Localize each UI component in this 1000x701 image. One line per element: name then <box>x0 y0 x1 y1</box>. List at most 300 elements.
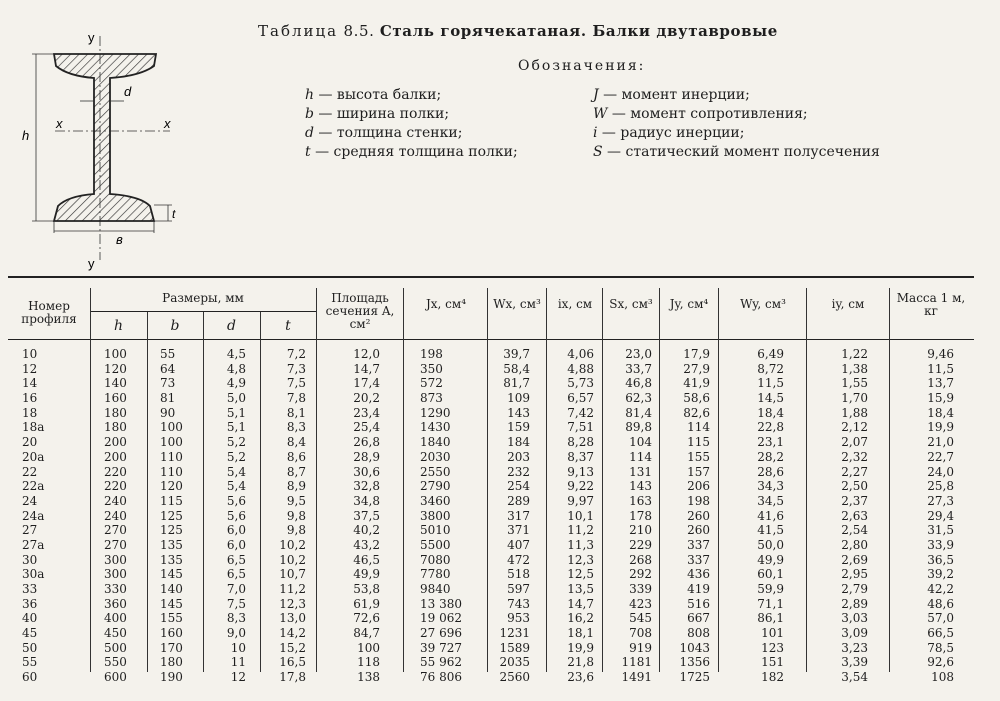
table-cell: 9,97 <box>567 493 594 508</box>
table-cell: 41,9 <box>683 376 710 391</box>
table-cell: 40,2 <box>353 523 380 538</box>
table-cell: 500 <box>104 640 127 655</box>
table-cell: 2,80 <box>841 537 868 552</box>
table-cell: 12 <box>230 670 246 685</box>
table-cell: 28,2 <box>757 449 784 464</box>
table-cell: 37,5 <box>353 508 380 523</box>
table-title-text: Сталь горячекатаная. Балки двутавровые <box>379 22 778 40</box>
col-sep <box>659 288 660 672</box>
table-cell: 190 <box>160 670 183 685</box>
col-d <box>210 347 246 685</box>
table-cell: 743 <box>507 596 530 611</box>
table-cell: 4,88 <box>567 361 594 376</box>
table-cell: 20 <box>22 435 38 450</box>
header-wy: Wy, см³ <box>740 297 786 311</box>
table-cell: 472 <box>507 552 530 567</box>
table-cell: 92,6 <box>927 655 954 670</box>
table-cell: 229 <box>629 537 652 552</box>
table-cell: 57,0 <box>927 611 954 626</box>
col-sep <box>260 312 261 672</box>
table-cell: 11,5 <box>757 376 784 391</box>
table-cell: 210 <box>629 523 652 538</box>
table-cell: 11,3 <box>567 537 594 552</box>
table-cell: 5,4 <box>226 479 246 494</box>
table-cell: 1589 <box>499 640 530 655</box>
table-cell: 180 <box>104 420 127 435</box>
table-cell: 4,06 <box>567 347 594 361</box>
table-cell: 2035 <box>499 655 530 670</box>
table-cell: 2,79 <box>841 582 868 596</box>
table-cell: 300 <box>104 567 127 582</box>
table-cell: 50 <box>22 640 38 655</box>
col-sep <box>889 288 890 672</box>
table-cell: 24 <box>22 493 38 508</box>
legend-item: S — статический момент полусечения <box>593 144 880 160</box>
col-sep <box>203 312 204 672</box>
table-cell: 260 <box>687 523 710 538</box>
table-cell: 19,9 <box>927 420 954 435</box>
table-cell: 600 <box>104 670 127 685</box>
table-cell: 5,4 <box>226 464 246 479</box>
table-cell: 84,7 <box>353 626 380 641</box>
table-cell: 6,0 <box>226 523 246 538</box>
table-cell: 407 <box>507 537 530 552</box>
table-cell: 145 <box>160 596 183 611</box>
table-cell: 160 <box>104 391 127 406</box>
header-t: t <box>285 318 291 334</box>
table-cell: 4,9 <box>226 376 246 391</box>
legend-item: t — средняя толщина полки; <box>305 144 518 160</box>
table-cell: 1,70 <box>841 391 868 406</box>
legend-item: J — момент инерции; <box>593 87 750 103</box>
table-cell: 100 <box>104 347 127 361</box>
table-cell: 572 <box>420 376 443 391</box>
table-cell: 21,8 <box>567 655 594 670</box>
table-cell: 8,7 <box>286 464 306 479</box>
table-cell: 240 <box>104 493 127 508</box>
table-cell: 8,3 <box>226 611 246 626</box>
table-cell: 23,6 <box>567 670 594 685</box>
table-cell: 3460 <box>420 493 451 508</box>
col-sep <box>403 288 404 672</box>
table-cell: 33 <box>22 582 38 596</box>
table-cell: 7,5 <box>226 596 246 611</box>
table-cell: 11,2 <box>279 582 306 596</box>
legend-item: h — высота балки; <box>305 87 442 103</box>
header-mass: Масса 1 м, кг <box>896 291 966 318</box>
table-cell: 9,8 <box>286 523 306 538</box>
table-cell: 14,2 <box>279 626 306 641</box>
dim-d-label: d <box>124 84 132 99</box>
table-cell: 2,37 <box>841 493 868 508</box>
table-cell: 18 <box>22 405 38 420</box>
table-cell: 808 <box>687 626 710 641</box>
table-cell: 1356 <box>679 655 710 670</box>
header-wx: Wx, см³ <box>493 297 541 311</box>
table-cell: 33,7 <box>625 361 652 376</box>
table-cell: 34,3 <box>757 479 784 494</box>
col-mass <box>900 347 954 685</box>
table-cell: 2,89 <box>841 596 868 611</box>
table-cell: 260 <box>687 508 710 523</box>
table-cell: 13,5 <box>567 582 594 596</box>
table-cell: 22,8 <box>757 420 784 435</box>
table-cell: 61,9 <box>353 596 380 611</box>
legend-item: W — момент сопротивления; <box>593 106 808 122</box>
col-h <box>104 347 127 685</box>
table-cell: 2,27 <box>841 464 868 479</box>
table-cell: 337 <box>687 537 710 552</box>
table-cell: 450 <box>104 626 127 641</box>
i-beam-section <box>54 54 156 221</box>
table-cell: 7780 <box>420 567 451 582</box>
table-cell: 240 <box>104 508 127 523</box>
table-cell: 198 <box>420 347 443 361</box>
table-cell: 143 <box>507 405 530 420</box>
table-cell: 43,2 <box>353 537 380 552</box>
table-cell: 27 <box>22 523 38 538</box>
col-wy <box>730 347 784 685</box>
table-cell: 10,2 <box>279 552 306 567</box>
table-cell: 48,6 <box>927 596 954 611</box>
table-cell: 2,69 <box>841 552 868 567</box>
table-cell: 135 <box>160 552 183 567</box>
table-cell: 4,8 <box>226 361 246 376</box>
table-cell: 29,4 <box>927 508 954 523</box>
table-cell: 206 <box>687 479 710 494</box>
table-cell: 81,4 <box>625 405 652 420</box>
table-cell: 254 <box>507 479 530 494</box>
table-cell: 114 <box>629 449 652 464</box>
dim-b-label: в <box>116 232 123 247</box>
table-cell: 7,3 <box>286 361 306 376</box>
table-cell: 27а <box>22 537 45 552</box>
table-cell: 118 <box>357 655 380 670</box>
table-cell: 400 <box>104 611 127 626</box>
table-cell: 200 <box>104 449 127 464</box>
table-cell: 337 <box>687 552 710 567</box>
table-cell: 8,4 <box>286 435 306 450</box>
table-cell: 1290 <box>420 405 451 420</box>
table-cell: 71,1 <box>757 596 784 611</box>
table-cell: 11,5 <box>927 361 954 376</box>
table-cell: 9,13 <box>567 464 594 479</box>
table-cell: 39,2 <box>927 567 954 582</box>
col-sep <box>147 312 148 672</box>
table-cell: 10,2 <box>279 537 306 552</box>
table-cell: 8,37 <box>567 449 594 464</box>
table-cell: 268 <box>629 552 652 567</box>
table-cell: 198 <box>687 493 710 508</box>
table-cell: 17,4 <box>353 376 380 391</box>
col-jx <box>420 347 462 685</box>
table-cell: 28,6 <box>757 464 784 479</box>
table-cell: 289 <box>507 493 530 508</box>
table-cell: 7,5 <box>286 376 306 391</box>
table-cell: 2,50 <box>841 479 868 494</box>
table-cell: 5,73 <box>567 376 594 391</box>
table-cell: 919 <box>629 640 652 655</box>
table-cell: 101 <box>761 626 784 641</box>
table-cell: 33,9 <box>927 537 954 552</box>
table-cell: 270 <box>104 537 127 552</box>
table-cell: 24,0 <box>927 464 954 479</box>
table-cell: 39 727 <box>420 640 462 655</box>
table-cell: 180 <box>104 405 127 420</box>
table-cell: 545 <box>629 611 652 626</box>
axis-y-top-label: y <box>88 30 95 45</box>
table-cell: 1,22 <box>841 347 868 361</box>
table-cell: 115 <box>687 435 710 450</box>
table-cell: 5,6 <box>226 508 246 523</box>
table-cell: 31,5 <box>927 523 954 538</box>
table-cell: 120 <box>104 361 127 376</box>
table-cell: 1491 <box>621 670 652 685</box>
table-cell: 12,3 <box>567 552 594 567</box>
table-cell: 7,0 <box>226 582 246 596</box>
table-cell: 3,39 <box>841 655 868 670</box>
table-cell: 32,8 <box>353 479 380 494</box>
table-cell: 12,5 <box>567 567 594 582</box>
table-cell: 62,3 <box>625 391 652 406</box>
table-cell: 58,4 <box>503 361 530 376</box>
col-t <box>266 347 306 685</box>
table-cell: 1725 <box>679 670 710 685</box>
table-cell: 17,8 <box>279 670 306 685</box>
table-cell: 12,0 <box>353 347 380 361</box>
col-jy <box>662 347 710 685</box>
table-cell: 16,5 <box>279 655 306 670</box>
table-cell: 667 <box>687 611 710 626</box>
table-cell: 516 <box>687 596 710 611</box>
table-cell: 14,5 <box>757 391 784 406</box>
header-area: Площадь сечения A, см² <box>325 291 395 331</box>
table-cell: 13 380 <box>420 596 462 611</box>
table-cell: 26,8 <box>353 435 380 450</box>
axis-x-right-label: x <box>164 116 171 131</box>
table-cell: 5010 <box>420 523 451 538</box>
table-cell: 46,5 <box>353 552 380 567</box>
table-cell: 36 <box>22 596 38 611</box>
table-cell: 178 <box>629 508 652 523</box>
table-cell: 2030 <box>420 449 451 464</box>
table-cell: 64 <box>160 361 176 376</box>
table-cell: 270 <box>104 523 127 538</box>
table-cell: 23,0 <box>625 347 652 361</box>
table-cell: 220 <box>104 464 127 479</box>
table-cell: 2560 <box>499 670 530 685</box>
table-cell: 1840 <box>420 435 451 450</box>
table-cell: 2,12 <box>841 420 868 435</box>
table-cell: 9,22 <box>567 479 594 494</box>
dim-t-label: t <box>172 207 176 221</box>
table-cell: 18,4 <box>927 405 954 420</box>
col-sep <box>806 288 807 672</box>
col-profile <box>22 347 44 685</box>
col-sep <box>90 288 91 672</box>
table-header-rule <box>8 339 974 340</box>
table-cell: 21,0 <box>927 435 954 450</box>
table-cell: 436 <box>687 567 710 582</box>
table-cell: 19 062 <box>420 611 462 626</box>
table-cell: 50,0 <box>757 537 784 552</box>
table-cell: 7,2 <box>286 347 306 361</box>
table-cell: 40 <box>22 611 38 626</box>
table-cell: 131 <box>629 464 652 479</box>
table-cell: 14,7 <box>567 596 594 611</box>
legend-item: b — ширина полки; <box>305 106 450 122</box>
table-cell: 34,5 <box>757 493 784 508</box>
table-cell: 138 <box>357 670 380 685</box>
table-cell: 220 <box>104 479 127 494</box>
table-cell: 184 <box>507 435 530 450</box>
table-cell: 14,7 <box>353 361 380 376</box>
table-cell: 41,6 <box>757 508 784 523</box>
table-cell: 41,5 <box>757 523 784 538</box>
table-cell: 1,88 <box>841 405 868 420</box>
table-cell: 232 <box>507 464 530 479</box>
table-cell: 11,2 <box>567 523 594 538</box>
table-cell: 17,9 <box>683 347 710 361</box>
table-cell: 157 <box>687 464 710 479</box>
table-cell: 6,49 <box>757 347 784 361</box>
table-cell: 2,54 <box>841 523 868 538</box>
table-cell: 100 <box>160 420 183 435</box>
col-wx <box>490 347 530 685</box>
table-cell: 60,1 <box>757 567 784 582</box>
table-cell: 104 <box>629 435 652 450</box>
table-cell: 5,2 <box>226 449 246 464</box>
table-cell: 114 <box>687 420 710 435</box>
table-cell: 8,9 <box>286 479 306 494</box>
table-cell: 125 <box>160 508 183 523</box>
table-cell: 9,5 <box>286 493 306 508</box>
table-cell: 350 <box>420 361 443 376</box>
table-cell: 18,1 <box>567 626 594 641</box>
table-cell: 110 <box>160 464 183 479</box>
table-cell: 45 <box>22 626 38 641</box>
table-title: Таблица 8.5. Сталь горячекатаная. Балки двутавровые <box>258 22 778 40</box>
table-cell: 13,7 <box>927 376 954 391</box>
table-cell: 53,8 <box>353 582 380 596</box>
table-cell: 10,1 <box>567 508 594 523</box>
table-cell: 518 <box>507 567 530 582</box>
table-cell: 10 <box>22 347 38 361</box>
table-cell: 28,9 <box>353 449 380 464</box>
table-cell: 1,55 <box>841 376 868 391</box>
table-cell: 12,3 <box>279 596 306 611</box>
table-cell: 1430 <box>420 420 451 435</box>
axis-x-left-label: x <box>56 116 63 131</box>
col-sep <box>602 288 603 672</box>
table-cell: 873 <box>420 391 443 406</box>
table-cell: 22,7 <box>927 449 954 464</box>
table-cell: 371 <box>507 523 530 538</box>
table-cell: 140 <box>104 376 127 391</box>
table-cell: 8,28 <box>567 435 594 450</box>
col-sep <box>316 288 317 672</box>
table-cell: 24а <box>22 508 45 523</box>
table-cell: 5500 <box>420 537 451 552</box>
table-cell: 66,5 <box>927 626 954 641</box>
table-cell: 3800 <box>420 508 451 523</box>
table-cell: 25,4 <box>353 420 380 435</box>
table-cell: 5,0 <box>226 391 246 406</box>
table-cell: 143 <box>629 479 652 494</box>
table-cell: 22а <box>22 479 45 494</box>
table-cell: 34,8 <box>353 493 380 508</box>
col-sx <box>606 347 652 685</box>
col-area <box>326 347 380 685</box>
table-cell: 100 <box>160 435 183 450</box>
table-cell: 203 <box>507 449 530 464</box>
legend-right <box>593 86 880 162</box>
table-cell: 82,6 <box>683 405 710 420</box>
col-sep <box>546 288 547 672</box>
col-sep <box>487 288 488 672</box>
table-cell: 160 <box>160 626 183 641</box>
header-jx: Jx, см⁴ <box>425 297 467 311</box>
table-cell: 13,0 <box>279 611 306 626</box>
table-cell: 6,5 <box>226 567 246 582</box>
header-jy: Jy, см⁴ <box>669 297 709 311</box>
table-cell: 55 962 <box>420 655 462 670</box>
table-cell: 5,1 <box>226 405 246 420</box>
table-cell: 9,46 <box>927 347 954 361</box>
col-iy <box>820 347 868 685</box>
table-cell: 16,2 <box>567 611 594 626</box>
col-ix <box>550 347 594 685</box>
table-cell: 423 <box>629 596 652 611</box>
table-cell: 7,8 <box>286 391 306 406</box>
table-cell: 58,6 <box>683 391 710 406</box>
table-cell: 15,2 <box>279 640 306 655</box>
table-cell: 182 <box>761 670 784 685</box>
table-cell: 8,72 <box>757 361 784 376</box>
table-cell: 25,8 <box>927 479 954 494</box>
table-cell: 123 <box>761 640 784 655</box>
table-cell: 30 <box>22 552 38 567</box>
table-cell: 339 <box>629 582 652 596</box>
table-cell: 3,03 <box>841 611 868 626</box>
table-cell: 109 <box>507 391 530 406</box>
table-cell: 3,23 <box>841 640 868 655</box>
table-cell: 18а <box>22 420 45 435</box>
axis-y-bottom-label: y <box>88 256 95 271</box>
table-cell: 30а <box>22 567 45 582</box>
table-cell: 6,0 <box>226 537 246 552</box>
table-cell: 2,07 <box>841 435 868 450</box>
table-cell: 2,95 <box>841 567 868 582</box>
table-cell: 3,09 <box>841 626 868 641</box>
table-cell: 14 <box>22 376 38 391</box>
table-cell: 330 <box>104 582 127 596</box>
table-cell: 23,1 <box>757 435 784 450</box>
table-cell: 159 <box>507 420 530 435</box>
table-cell: 12 <box>22 361 38 376</box>
table-cell: 2,32 <box>841 449 868 464</box>
table-cell: 55 <box>22 655 38 670</box>
table-cell: 292 <box>629 567 652 582</box>
table-cell: 2790 <box>420 479 451 494</box>
table-cell: 135 <box>160 537 183 552</box>
table-cell: 1,38 <box>841 361 868 376</box>
table-cell: 110 <box>160 449 183 464</box>
table-cell: 23,4 <box>353 405 380 420</box>
table-cell: 115 <box>160 493 183 508</box>
table-cell: 76 806 <box>420 670 462 685</box>
table-cell: 11 <box>230 655 246 670</box>
